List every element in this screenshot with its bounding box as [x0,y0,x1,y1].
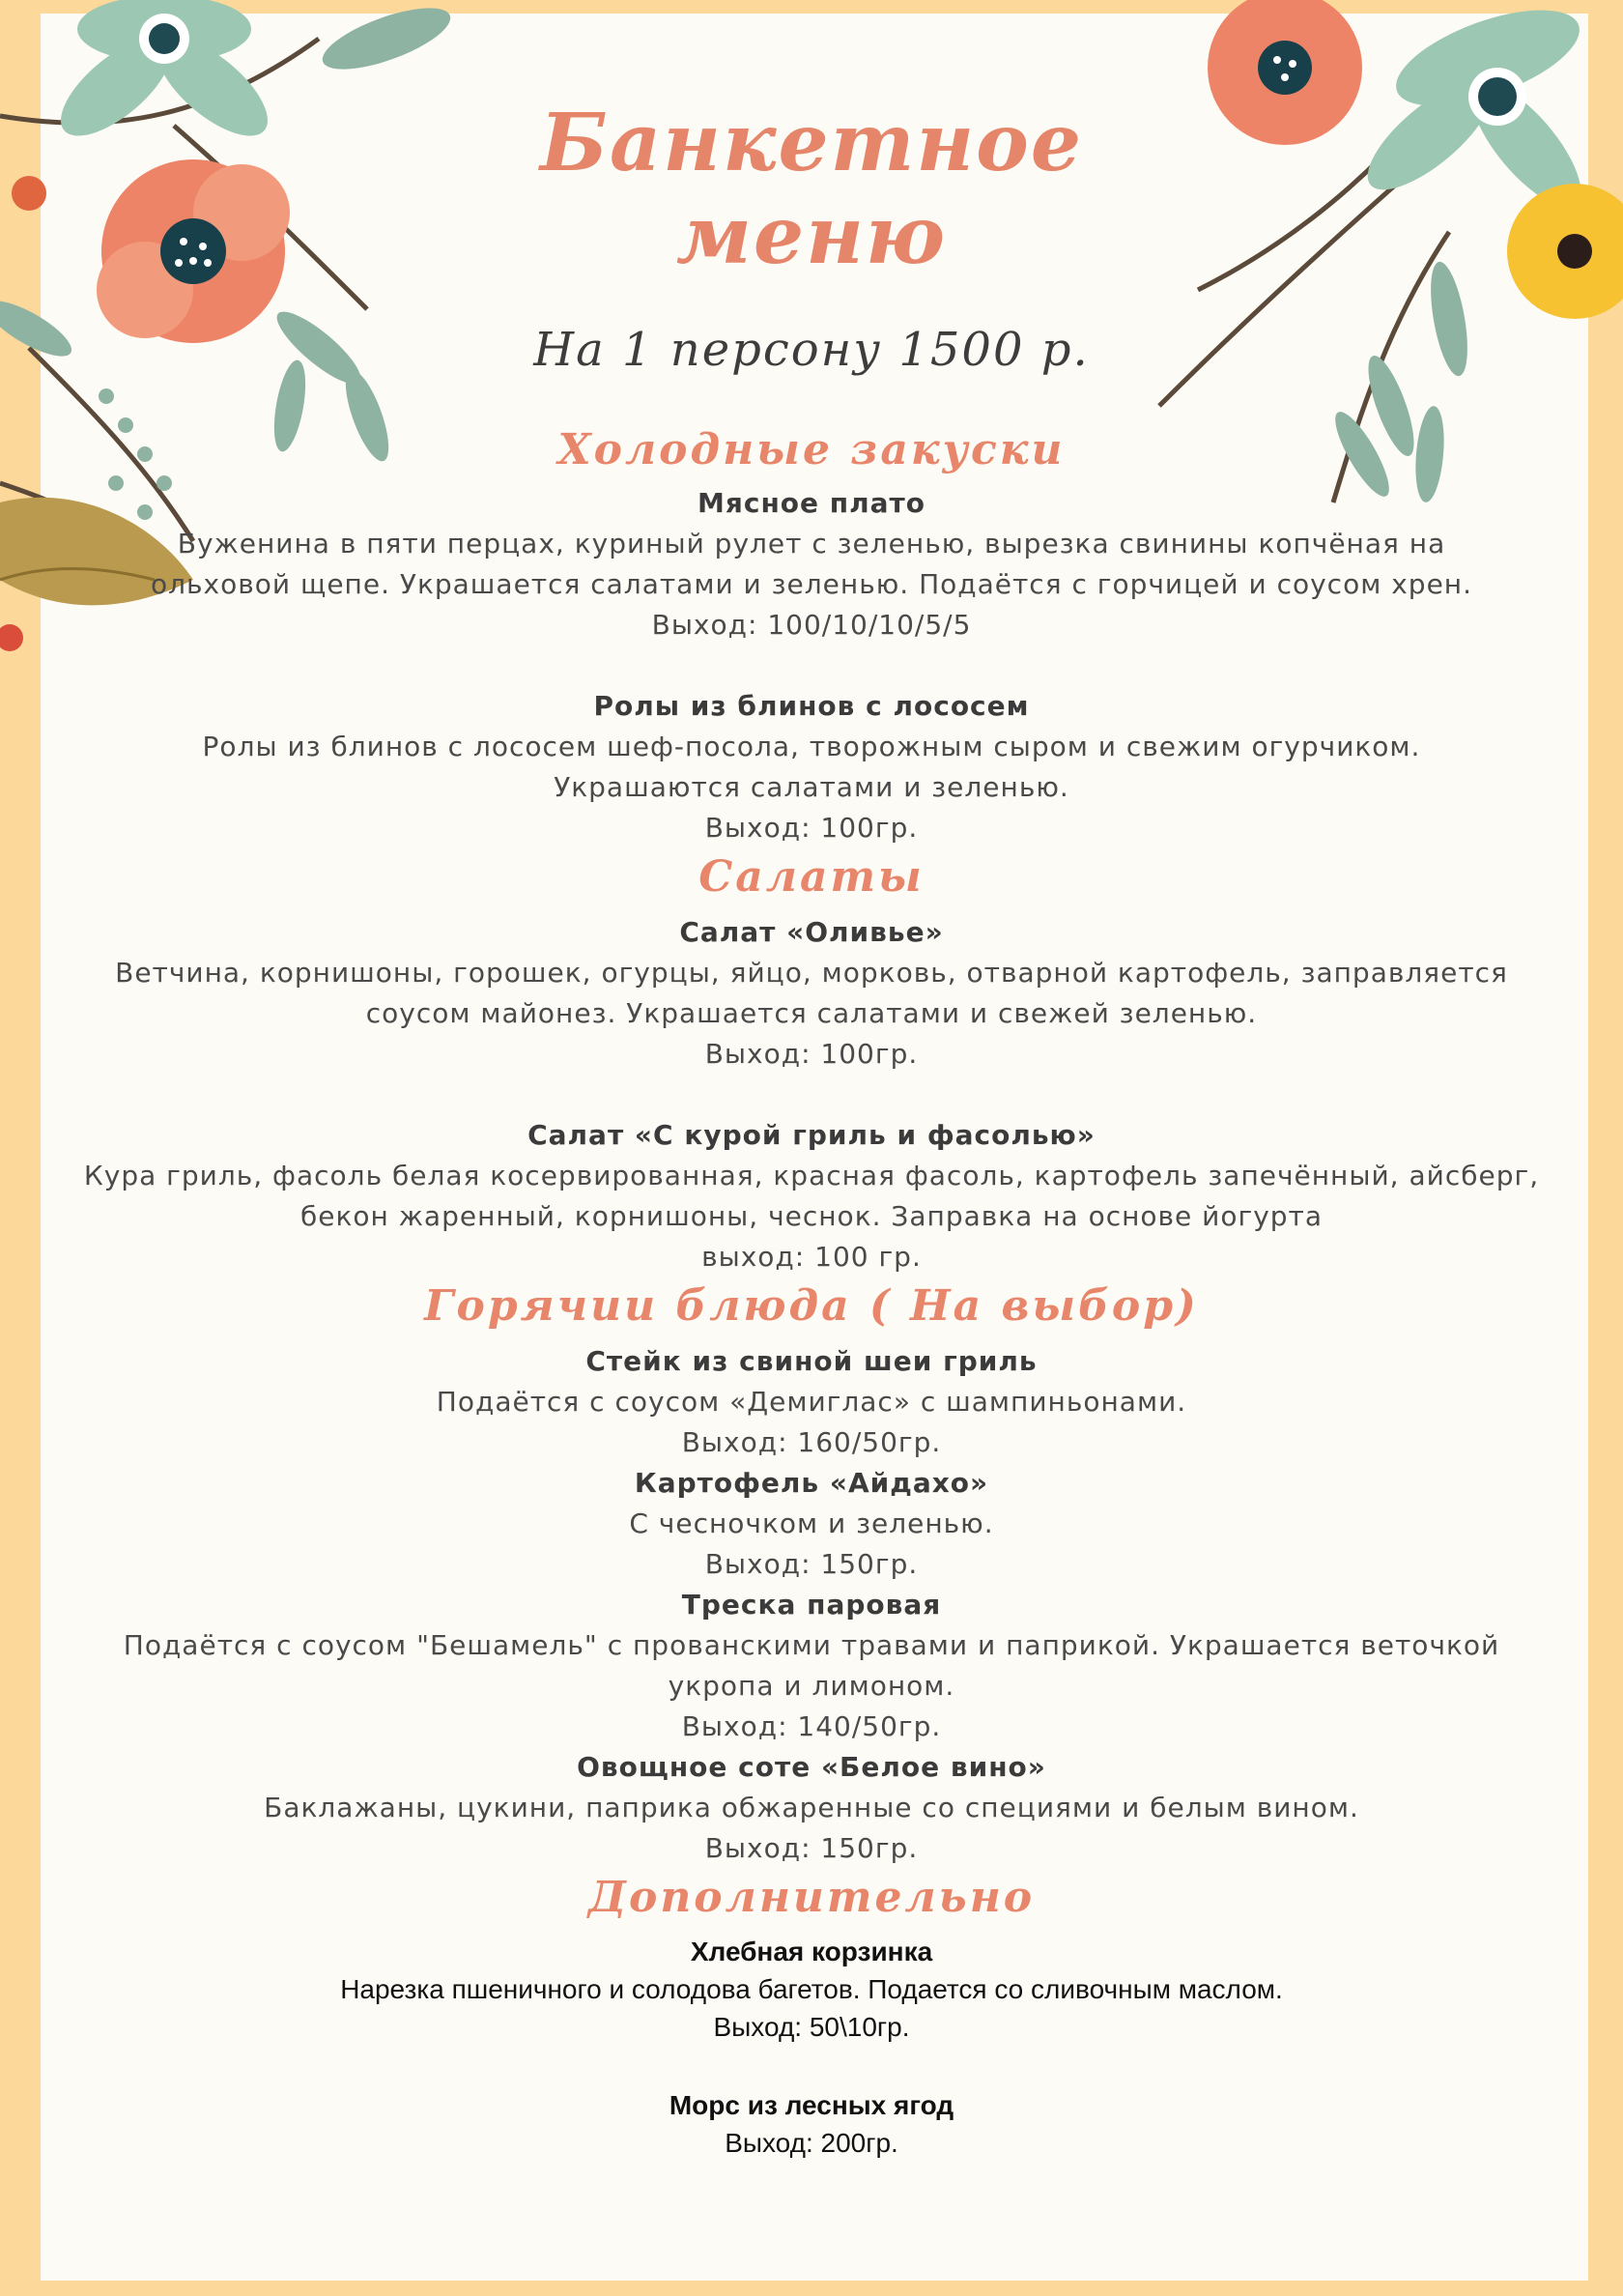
dish-description: Буженина в пяти перцах, куриный рулет с зеленью, вырезка свинины копчёная на [177,528,1446,560]
dish [0,483,1623,646]
dish-name: Картофель «Айдахо» [634,1467,989,1499]
section-title: Дополнительно [587,1873,1036,1922]
dish-description: Украшаются салатами и зеленью. [554,771,1069,803]
dish-description: Кура гриль, фасоль белая косервированная, красная фасоль, картофель запечённый, айсберг, [83,1160,1540,1191]
dish [0,1933,1623,2046]
dish [0,1747,1623,1869]
section-title: Горячии блюда ( На выбор) [424,1281,1199,1331]
dish-description: С чесночком и зеленью. [629,1507,994,1539]
menu-content [0,423,1623,2162]
menu-title [0,97,1623,282]
dish [0,1115,1623,1277]
dish-description: ольховой щепе. Украшается салатами и зеленью. Подаётся с горчицей и соусом хрен. [151,568,1472,600]
dish-name: Овощное соте «Белое вино» [577,1751,1046,1783]
menu-section [0,848,1623,1277]
dish-name: Стейк из свиной шеи гриль [585,1345,1038,1377]
dish-description: бекон жаренный, корнишоны, чеснок. Заправка на основе йогурта [299,1200,1324,1232]
dish-yield: Выход: 100/10/10/5/5 [651,609,972,641]
dish [0,1585,1623,1747]
dish-description: Ролы из блинов с лососем шеф-посола, творожным сыром и свежим огурчиком. [202,731,1421,762]
dish [0,1341,1623,1463]
dish-name: Морс из лесных ягод [669,2090,954,2120]
section-title: Холодные закуски [557,425,1066,474]
section-title: Салаты [698,852,925,902]
dish-yield: Выход: 200гр. [725,2128,898,2158]
dish [0,1463,1623,1585]
dish-name: Салат «Оливье» [679,916,944,948]
dish-yield: Выход: 100гр. [704,812,919,844]
dish-yield: Выход: 150гр. [704,1832,919,1864]
dish-name: Салат «С курой гриль и фасолью» [527,1119,1096,1151]
menu-section [0,1869,1623,2162]
menu-section [0,423,1623,848]
dish-description: Нарезка пшеничного и солодова багетов. Подается со сливочным маслом. [340,1974,1283,2004]
menu-title-line1: Банкетное [539,97,1084,189]
dish-description: Подаётся с соусом "Бешамель" с прованскими травами и паприкой. Украшается веточкой [123,1629,1500,1661]
dish-yield: Выход: 100гр. [704,1038,919,1070]
menu-title-line2: меню [675,189,948,282]
dish-yield: Выход: 160/50гр. [681,1426,942,1458]
price-per-person: На 1 персону 1500 р. [533,323,1090,377]
dish-description: укропа и лимоном. [668,1670,955,1702]
dish [0,912,1623,1075]
dish-name: Мясное плато [698,487,925,519]
dish-description: Баклажаны, цукини, паприка обжаренные со специями и белым вином. [264,1792,1359,1823]
dish-yield: выход: 100 гр. [701,1241,922,1273]
dish-name: Ролы из блинов с лососем [593,690,1030,722]
dish [0,2086,1623,2162]
dish-yield: Выход: 50\10гр. [713,2012,910,2042]
dish-description: соусом майонез. Украшается салатами и свежей зеленью. [365,997,1258,1029]
dish-description: Подаётся с соусом «Демиглас» с шампиньонами. [436,1386,1187,1418]
dish-yield: Выход: 150гр. [704,1548,919,1580]
dish [0,686,1623,848]
menu-section [0,1277,1623,1869]
dish-name: Треска паровая [681,1589,942,1621]
dish-description: Ветчина, корнишоны, горошек, огурцы, яйцо, морковь, отварной картофель, заправляется [115,957,1508,989]
dish-name: Хлебная корзинка [690,1937,933,1966]
dish-yield: Выход: 140/50гр. [681,1710,942,1742]
